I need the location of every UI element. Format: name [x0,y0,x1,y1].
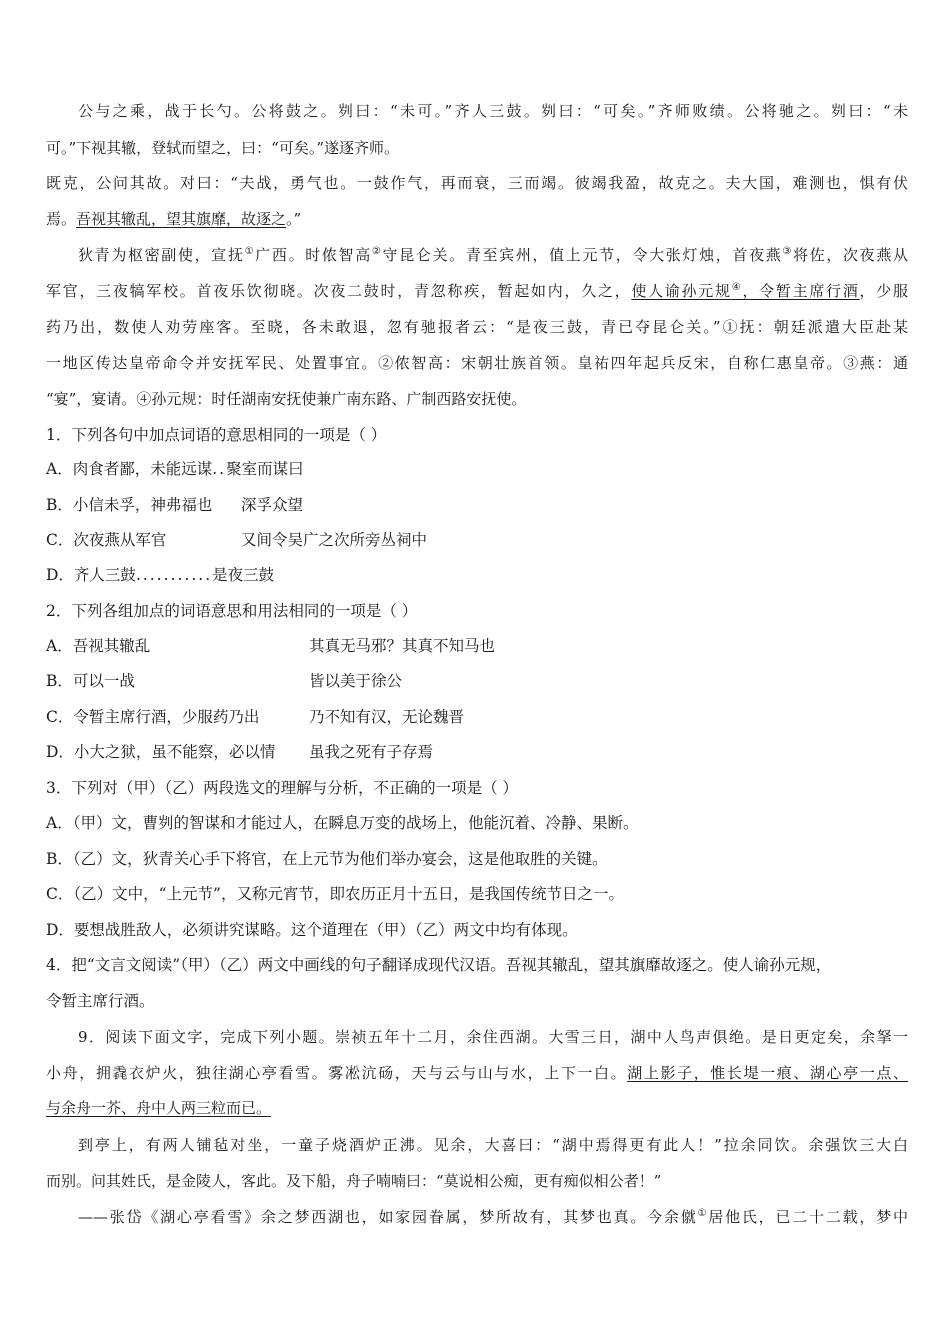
q9-text: 居他氏，已二十二载，梦中 [708,1208,908,1226]
footnote-marker: ④ [731,282,743,293]
q9-line-1: 9．阅读下面文字，完成下列小题。崇祯五年十二月，余住西湖。大雪三日，湖中人鸟声俱绝。是日更定矣，余拏一 [78,1028,908,1046]
option-left: B．小信未孚，神弗福也 [46,496,213,514]
q2-option-a-compare: 其真无马邪？其真不知马也 [309,637,496,655]
q2-option-a[interactable]: A．吾视其辙乱 [46,637,151,655]
option-right: 聚室而谋曰 [226,460,304,478]
yi-line-3: 药乃出，数使人劝劳座客。至晓，各未敢退，忽有驰报者云：“是夜三鼓，青已夺昆仑关。”①抚：朝廷派遣大臣赴某 [46,318,908,336]
yi-line-5: “宴”，宴请。④孙元规：时任湖南安抚使兼广南东路、广制西路安抚使。 [46,390,527,408]
jia-line-1: 公与之乘，战于长勺。公将鼓之。刿曰：“未可。”齐人三鼓。刿曰：“可矣。”齐师败绩。公将驰之。刿曰：“未 [78,102,908,120]
q1-option-c[interactable] [46,523,166,557]
jia-underlined-sentence: 吾视其辙乱，望其旗靡，故逐之 [76,210,287,228]
yi-text: 广西。时侬智高 [255,246,372,264]
emphasis-dots: .. [212,460,227,478]
footnote-marker: ① [697,1208,709,1219]
q1-option-a[interactable] [46,452,304,486]
yi-underlined-part: ，令暂主席行酒 [742,282,860,300]
q2-stem: 2．下列各组加点的词语意思和用法相同的一项是（ ） [46,602,418,620]
q9-line-2 [46,1056,908,1090]
jia-line-3: 既克，公问其故。对曰：“夫战，勇气也。一鼓作气，再而衰，三而竭。彼竭我盈，故克之。夫大国，难测也，惧有伏 [46,174,908,192]
yi-text: 守昆仑关。青至宾州，值上元节，令大张灯烛，首夜燕 [382,246,783,264]
yi-text: 军官，三夜犒军校。首夜乐饮彻晓。次夜二鼓时，青忽称疾，暂起如内，久之， [46,282,632,300]
yi-text: ，少服 [859,282,908,300]
footnote-marker: ① [244,246,256,257]
jia-line-4-start: 焉。 [46,210,77,228]
yi-line-1 [78,238,908,272]
q9-line-6 [78,1200,908,1234]
q9-underlined-part: 湖上影子，惟长堤一痕、湖心亭一点、 [627,1064,908,1082]
emphasis-dots: ........... [135,566,213,584]
yi-text: 将佐，次夜燕从 [793,246,908,264]
q3-option-a[interactable]: A．（甲）文，曹刿的智谋和才能过人，在瞬息万变的战场上，他能沉着、冷静、果断。 [46,814,639,832]
option-right: 是夜三鼓 [212,566,275,584]
footnote-marker: ③ [782,246,794,257]
q9-text: 小舟，拥毳衣炉火，独往湖心亭看雪。雾凇沆砀，天与云与山与水，上下一白。 [46,1064,628,1082]
q9-text: ——张岱《湖心亭看雪》余之梦西湖也，如家园眷属，梦所故有，其梦也真。今余僦 [78,1208,698,1226]
q3-option-c[interactable]: C．（乙）文中，“上元节”，又称元宵节，即农历正月十五日，是我国传统节日之一。 [46,885,624,903]
q1-option-d[interactable] [46,558,274,592]
option-left: D．齐人三鼓 [46,566,136,584]
q4-line-1: 4．把“文言文阅读”（甲）（乙）两文中画线的句子翻译成现代汉语。吾视其辙乱，望其旗靡故逐之。使人谕孙元规， [46,956,832,974]
q9-line-4: 到亭上，有两人铺毡对坐，一童子烧酒炉正沸。见余，大喜曰：“湖中焉得更有此人！”拉余同饮。余强饮三大白 [78,1136,908,1154]
q4-line-2: 令暂主席行酒。 [46,992,155,1010]
q3-option-b[interactable]: B．（乙）文，狄青关心手下将官，在上元节为他们举办宴会，这是他取胜的关键。 [46,850,608,868]
q2-option-c-compare: 乃不知有汉，无论魏晋 [309,708,465,726]
yi-text: 狄青为枢密副使，宣抚 [78,246,245,264]
q2-option-c[interactable]: C．令暂主席行酒，少服药乃出 [46,708,260,726]
q2-option-d[interactable]: D．小大之狱，虽不能察，必以情 [46,743,276,761]
jia-line-4 [46,202,908,236]
yi-line-2 [46,274,908,308]
footnote-marker: ② [371,246,383,257]
q2-option-b-compare: 皆以美于徐公 [309,672,403,690]
q1-option-b[interactable] [46,488,212,522]
q3-stem: 3．下列对（甲）（乙）两段选文的理解与分析，不正确的一项是（ ） [46,779,519,797]
option-left: A．肉食者鄙，未能远谋 [46,460,213,478]
yi-line-4: 一地区传达皇帝命令并安抚军民、处置事宜。②侬智高：宋朝壮族首领。皇祐四年起兵反宋，自称仁惠皇帝。③燕：通 [46,354,908,372]
q1-option-c-compare: 又间令吴广之次所旁丛祠中 [241,531,428,549]
jia-line-4-end: 。” [286,210,302,228]
q2-option-d-compare: 虽我之死有子存焉 [309,743,434,761]
q3-option-d[interactable]: D．要想战胜敌人，必须讲究谋略。这个道理在（甲）（乙）两文中均有体现。 [46,921,578,939]
option-left: C．次夜燕从军官 [46,531,167,549]
q1-stem: 1．下列各句中加点词语的意思相同的一项是（ ） [46,426,387,444]
yi-underlined-sentence [631,282,859,300]
q9-line-5: 而别。问其姓氏，是金陵人，客此。及下船，舟子喃喃曰：“莫说相公痴，更有痴似相公者！” [46,1172,662,1190]
q9-line-3 [46,1091,908,1125]
q9-underlined-part: 与余舟一芥、舟中人两三粒而已。 [46,1099,272,1117]
q2-option-b[interactable]: B．可以一战 [46,672,135,690]
q1-option-b-compare: 深孚众望 [241,496,304,514]
jia-line-2: 可。”下视其辙，登轼而望之，曰：“可矣。”遂逐齐师。 [46,139,400,157]
yi-underlined-part: 使人谕孙元规 [631,282,732,300]
